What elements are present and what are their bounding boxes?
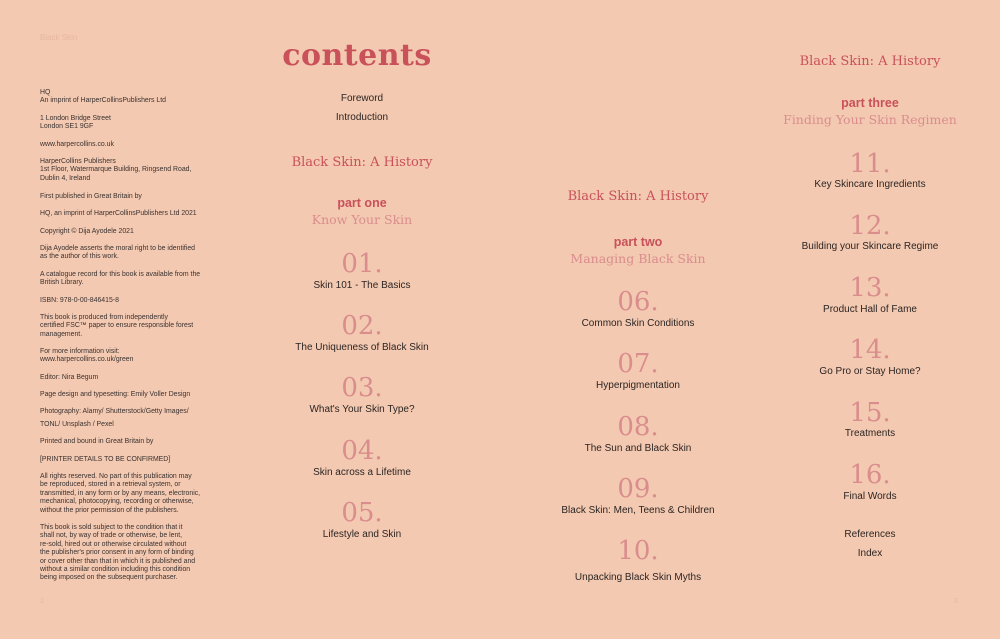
imprint-copyright: Copyright © Dija Ayodele 2021 xyxy=(40,228,134,235)
part-two-book-title: Black Skin: A History xyxy=(567,189,709,204)
chapter-number: 09. xyxy=(617,474,659,504)
chapter-number: 06. xyxy=(617,287,659,317)
imprint-editor: Editor: Nira Begum xyxy=(40,374,99,381)
page-number-left: 2 xyxy=(40,598,44,605)
chapter-number: 05. xyxy=(341,498,383,528)
page-number-right: 3 xyxy=(954,598,958,605)
running-head: Black Skin xyxy=(40,33,78,42)
imprint-fsc: This book is produced from independently certified FSC™ paper to ensure responsible forest management. xyxy=(40,314,194,338)
part-three-book-title: Black Skin: A History xyxy=(799,54,941,69)
imprint-printer-details: [PRINTER DETAILS TO BE CONFIRMED] xyxy=(40,456,171,463)
chapter-title[interactable]: Final Words xyxy=(843,491,897,502)
chapter-title[interactable]: Lifestyle and Skin xyxy=(322,529,402,540)
chapter-title[interactable]: Product Hall of Fame xyxy=(823,304,917,315)
imprint-dublin-address: HarperCollins Publishers 1st Floor, Watermarque Building, Ringsend Road, Dublin 4, Ireland xyxy=(40,158,192,182)
chapter-title[interactable]: Building your Skincare Regime xyxy=(801,241,939,252)
part-one-label: part one xyxy=(337,196,387,210)
imprint-catalogue: A catalogue record for this book is available from the British Library. xyxy=(40,271,201,287)
chapter-number: 08. xyxy=(617,412,659,442)
chapter-number: 13. xyxy=(849,273,891,303)
chapter-number: 07. xyxy=(617,349,659,379)
chapter-number: 15. xyxy=(849,398,891,428)
chapter-title[interactable]: Unpacking Black Skin Myths xyxy=(574,572,702,583)
imprint-publisher: HQ An imprint of HarperCollinsPublishers Ltd xyxy=(40,89,166,105)
imprint-hq: HQ, an imprint of HarperCollinsPublishers Ltd 2021 xyxy=(40,210,197,217)
chapter-title[interactable]: Treatments xyxy=(844,428,896,439)
part-two-title: Managing Black Skin xyxy=(570,251,706,266)
chapter-number: 16. xyxy=(849,460,891,490)
chapter-number: 11. xyxy=(849,149,891,179)
imprint-printed: Printed and bound in Great Britain by xyxy=(40,438,154,445)
chapter-number: 01. xyxy=(341,249,383,279)
toc-index[interactable]: Index xyxy=(857,548,883,559)
chapter-number: 04. xyxy=(341,436,383,466)
chapter-title[interactable]: The Uniqueness of Black Skin xyxy=(295,342,429,353)
imprint-more-info: For more information visit: www.harpercollins.co.uk/green xyxy=(40,348,134,364)
part-three-label: part three xyxy=(841,96,899,110)
imprint-isbn: ISBN: 978-0-00-846415-8 xyxy=(40,297,119,304)
part-three-title: Finding Your Skin Regimen xyxy=(783,112,957,127)
chapter-title[interactable]: Skin 101 - The Basics xyxy=(313,280,411,291)
chapter-number: 02. xyxy=(341,311,383,341)
chapter-number: 10. xyxy=(617,536,659,566)
toc-introduction[interactable]: Introduction xyxy=(335,112,389,123)
chapter-number: 12. xyxy=(849,211,891,241)
chapter-title[interactable]: Common Skin Conditions xyxy=(581,318,695,329)
chapter-title[interactable]: Hyperpigmentation xyxy=(596,380,680,391)
imprint-photography: Photography: Alamy/ Shutterstock/Getty Images/ xyxy=(40,408,189,415)
part-two-label: part two xyxy=(613,235,663,249)
part-one-title: Know Your Skin xyxy=(311,212,413,227)
chapter-title[interactable]: What's Your Skin Type? xyxy=(309,404,415,415)
imprint-design: Page design and typesetting: Emily Voller Design xyxy=(40,391,191,398)
toc-references[interactable]: References xyxy=(844,529,896,540)
chapter-title[interactable]: Key Skincare Ingredients xyxy=(814,179,926,190)
imprint-website: www.harpercollins.co.uk xyxy=(40,141,114,148)
imprint-conditions: This book is sold subject to the condition that it shall not, by way of trade or otherwise, be lent, re-sold, hired out or otherwise circulated without the publisher's prior consent in any form of binding or cover other than that in which it is published and without a similar condition including this condition being imposed on the subsequent purchaser. xyxy=(40,524,196,582)
chapter-number: 03. xyxy=(341,373,383,403)
contents-title: contents xyxy=(282,38,432,73)
imprint-rights: All rights reserved. No part of this publication may be reproduced, stored in a retrieval system, or transmitted, in any form or by any means, electronic, mechanical, photocopying, recording or otherwise, without the prior permission of the publishers. xyxy=(40,473,201,514)
chapter-title[interactable]: Black Skin: Men, Teens & Children xyxy=(561,505,715,516)
chapter-title[interactable]: Skin across a Lifetime xyxy=(313,467,411,478)
imprint-address: 1 London Bridge Street London SE1 9GF xyxy=(40,115,111,131)
part-one-book-title: Black Skin: A History xyxy=(291,155,433,170)
toc-foreword[interactable]: Foreword xyxy=(340,93,384,104)
chapter-title[interactable]: The Sun and Black Skin xyxy=(584,443,692,454)
chapter-title[interactable]: Go Pro or Stay Home? xyxy=(819,366,921,377)
imprint-photography-cont: TONL/ Unsplash / Pexel xyxy=(40,421,114,428)
chapter-number: 14. xyxy=(849,335,891,365)
imprint-first-published: First published in Great Britain by xyxy=(40,193,142,200)
imprint-moral-right: Dija Ayodele asserts the moral right to be identified as the author of this work. xyxy=(40,245,195,261)
